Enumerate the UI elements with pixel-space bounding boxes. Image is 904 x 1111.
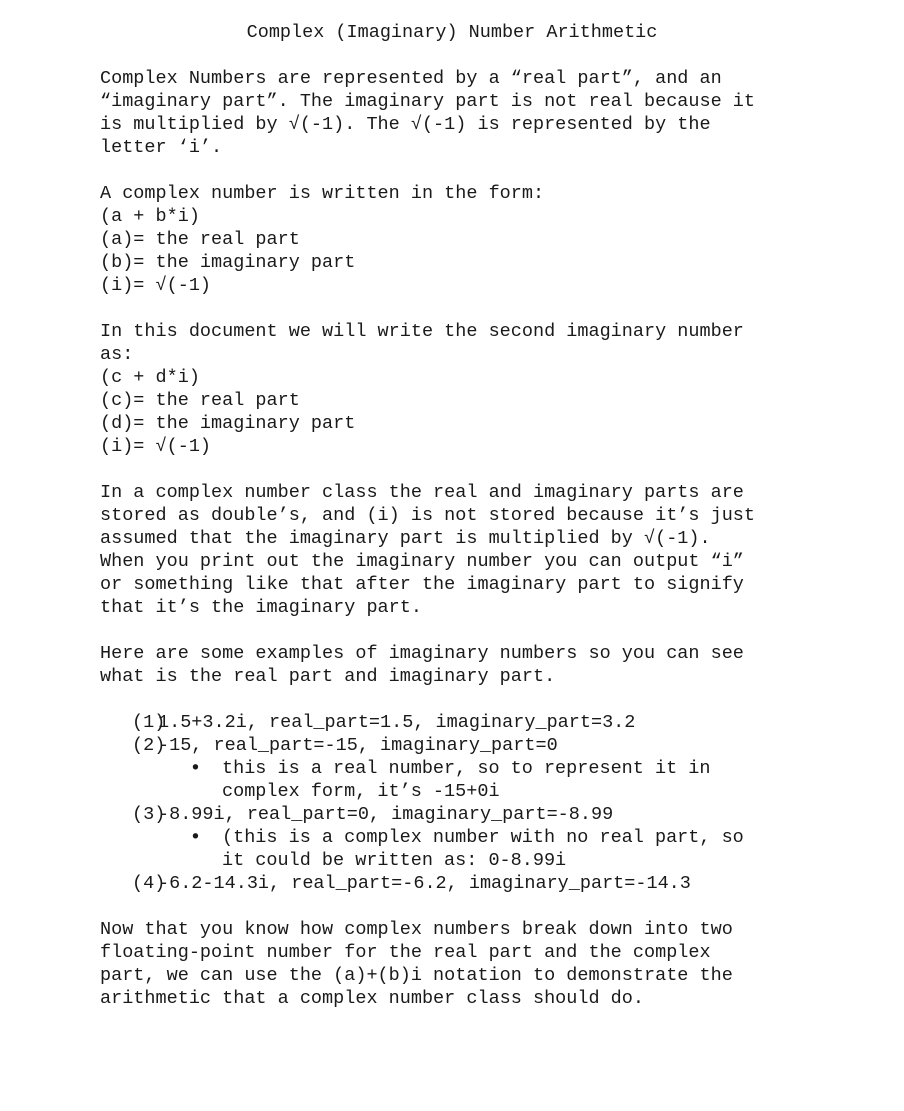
example-number: (1) <box>132 712 166 733</box>
document-title: Complex (Imaginary) Number Arithmetic <box>246 22 658 43</box>
bullet-icon: • <box>190 758 201 779</box>
example-text: -8.99i, real_part=0, imaginary_part=-8.99 <box>158 804 614 825</box>
second-line: (d)= the imaginary part <box>100 413 356 434</box>
example-text: -15, real_part=-15, imaginary_part=0 <box>158 735 558 756</box>
form-line: (a + b*i) <box>100 206 200 227</box>
class-paragraph: In a complex number class the real and imaginary parts are stored as double’s, and (i) is not stored because it’s just assumed that the imaginary part is multiplied by √(-1). When you print out the imaginary number you can output “i” or something like that after the imaginary part to signify that it’s the imaginary part. <box>100 482 756 618</box>
form-heading: A complex number is written in the form: <box>100 183 545 204</box>
form-line: (i)= √(-1) <box>100 275 212 296</box>
intro-paragraph: Complex Numbers are represented by a “real part”, and an “imaginary part”. The imaginary part is not real because it is multiplied by √(-1). The √(-1) is represented by the letter ‘i’. <box>100 68 756 158</box>
second-line: (c + d*i) <box>100 367 200 388</box>
second-line: (i)= √(-1) <box>100 436 212 457</box>
example-item <box>100 872 860 895</box>
example-note <box>190 757 860 803</box>
examples-list <box>100 711 860 895</box>
form-line: (b)= the imaginary part <box>100 252 356 273</box>
closing-paragraph: Now that you know how complex numbers break down into two floating-point number for the real part and the complex part, we can use the (a)+(b)i notation to demonstrate the arithmetic that a complex number class should do. <box>100 919 733 1009</box>
document-body <box>100 67 860 1010</box>
example-note-text: this is a real number, so to represent it in complex form, it’s -15+0i <box>222 758 711 802</box>
example-number: (4) <box>132 873 166 894</box>
bullet-icon: • <box>190 827 201 848</box>
examples-intro: Here are some examples of imaginary numbers so you can see what is the real part and imaginary part. <box>100 643 744 687</box>
example-text: 1.5+3.2i, real_part=1.5, imaginary_part=3.2 <box>158 712 636 733</box>
example-number: (2) <box>132 735 166 756</box>
example-text: -6.2-14.3i, real_part=-6.2, imaginary_part=-14.3 <box>158 873 691 894</box>
example-note-text: (this is a complex number with no real part, so it could be written as: 0-8.99i <box>222 827 744 871</box>
second-heading: In this document we will write the second imaginary number as: <box>100 321 744 365</box>
example-number: (3) <box>132 804 166 825</box>
example-note <box>190 826 860 872</box>
form-line: (a)= the real part <box>100 229 300 250</box>
second-line: (c)= the real part <box>100 390 300 411</box>
example-item <box>100 711 860 734</box>
example-item <box>100 803 860 826</box>
example-item <box>100 734 860 757</box>
